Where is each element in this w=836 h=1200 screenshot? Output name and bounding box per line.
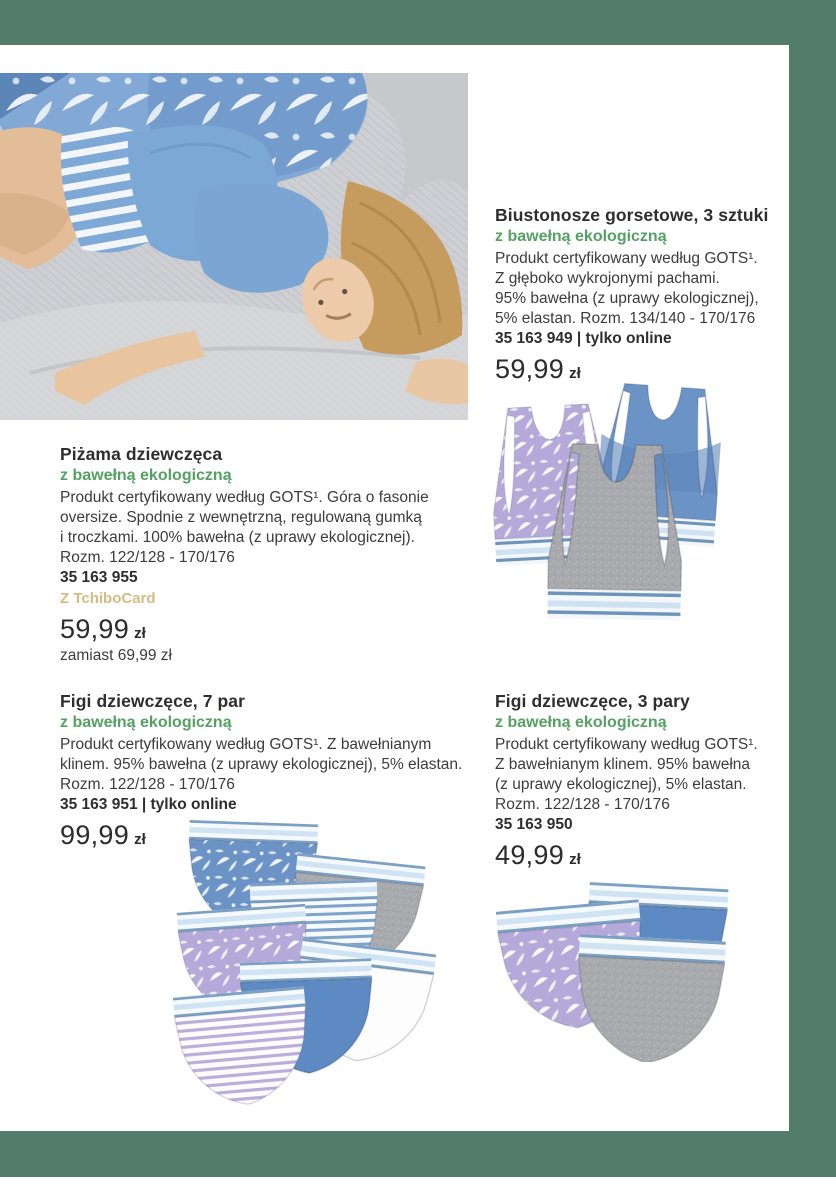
tchibocard-label: Z TchiboCard [60,590,156,607]
description-line: Rozm. 122/128 - 170/176 [60,776,235,793]
sku-line: 35 163 955 [60,569,138,586]
product-title: Piżama dziewczęca [60,444,223,464]
eco-label: z bawełną ekologiczną [495,228,667,245]
price [495,840,787,870]
product-description [60,488,478,568]
price-amount: 59,99 [495,354,565,384]
product-card-briefs-3 [495,690,787,870]
price-amount: 49,99 [495,840,565,870]
description-line: Produkt certyfikowany według GOTS¹. [495,250,758,267]
description-line: 5% elastan. Rozm. 134/140 - 170/176 [495,310,756,327]
product-title: Figi dziewczęce, 7 par [60,691,246,711]
price-currency: zł [134,625,146,642]
eco-label: z bawełną ekologiczną [495,714,667,731]
description-line: Produkt certyfikowany według GOTS¹. Góra o fasonie [60,489,429,506]
sku-line: 35 163 949 | tylko online [495,330,672,347]
old-price: zamiast 69,99 zł [60,647,172,664]
product-photo-bras [476,374,744,630]
eco-label: z bawełną ekologiczną [60,714,232,731]
product-card-pajama [60,443,478,666]
price [60,614,478,644]
description-line: i troczkami. 100% bawełna (z uprawy ekologicznej). [60,529,415,546]
description-line: Produkt certyfikowany według GOTS¹. Z bawełnianym [60,736,432,753]
frame-bottom-bar [0,1131,836,1177]
description-line: Produkt certyfikowany według GOTS¹. [495,736,758,753]
product-description [60,735,488,795]
product-description [495,735,787,815]
price-amount: 59,99 [60,614,130,644]
description-line: 95% bawełna (z uprawy ekologicznej), [495,290,759,307]
product-card-bras [495,204,787,384]
eco-label: z bawełną ekologiczną [60,467,232,484]
price-amount: 99,99 [60,820,130,850]
product-photo-briefs-7 [163,818,441,1116]
description-line: Z bawełnianym klinem. 95% bawełna [495,756,751,773]
sku-line: 35 163 950 [495,816,573,833]
description-line: Rozm. 122/128 - 170/176 [495,796,670,813]
description-line: Rozm. 122/128 - 170/176 [60,549,235,566]
product-description [495,249,787,329]
price-currency: zł [569,851,581,868]
frame-top-bar [0,0,836,45]
product-title: Biustonosze gorsetowe, 3 sztuki [495,205,769,225]
frame-right-bar [789,0,836,1177]
price-currency: zł [569,365,581,382]
description-line: klinem. 95% bawełna (z uprawy ekologicznej), 5% elastan. [60,756,463,773]
description-line: Z głęboko wykrojonymi pachami. [495,270,720,287]
sku-line: 35 163 951 | tylko online [60,796,237,813]
product-title: Figi dziewczęce, 3 pary [495,691,690,711]
price-currency: zł [134,831,146,848]
description-line: oversize. Spodnie z wewnętrzną, regulowaną gumką [60,509,422,526]
product-photo-briefs-3 [488,876,740,1062]
hero-photo-girl-on-bed [0,73,468,420]
description-line: (z uprawy ekologicznej), 5% elastan. [495,776,747,793]
